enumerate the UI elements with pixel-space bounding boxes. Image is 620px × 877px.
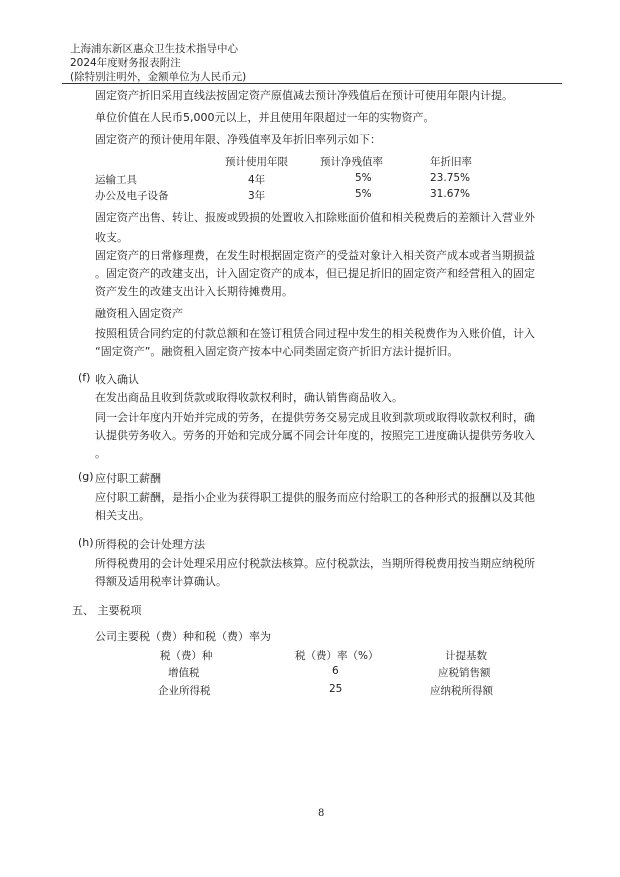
tax-section-heading: 五、 主要税项	[72, 604, 142, 617]
table-row-name: 办公及电子设备	[95, 190, 169, 202]
payroll-line-2: 相关支出。	[95, 509, 150, 522]
section-index-h: (h)	[78, 536, 94, 549]
depreciation-method: 固定资产折旧采用直线法按固定资产原值减去预计净残值后在预计可使用年限内计提。	[95, 89, 513, 102]
table-row-residual: 5%	[355, 172, 372, 184]
payroll-line-1: 应付职工薪酬，是指小企业为获得职工提供的服务而应付给职工的各种形式的报酬以及其他	[95, 491, 535, 504]
tax-row-name: 增值税	[168, 667, 200, 679]
repair-line-1: 固定资产的日常修理费，在发生时根据固定资产的受益对象计入相关资产成本或者当期损益	[95, 249, 535, 262]
document-header	[70, 42, 246, 84]
tax-header-rate: 税（费）率（%）	[295, 650, 379, 662]
tax-row-rate: 25	[329, 683, 343, 695]
tax-row-base: 应税销售额	[438, 667, 491, 679]
disposal-line-1: 固定资产出售、转让、报废或毁损的处置收入扣除账面价值和相关税费后的差额计入营业外	[95, 211, 535, 224]
org-name: 上海浦东新区惠众卫生技术指导中心	[70, 43, 238, 55]
tax-row-base: 应纳税所得额	[430, 685, 493, 697]
finance-lease-line-2: “固定资产”。融资租入固定资产按本中心同类固定资产折旧方法计提折旧。	[95, 345, 459, 358]
table-row-residual: 5%	[355, 188, 372, 200]
finance-lease-title: 融资租入固定资产	[95, 307, 183, 320]
finance-lease-line-1: 按照租赁合同约定的付款总额和在签订租赁合同过程中发生的相关税费作为入账价值，计入	[95, 327, 535, 340]
revenue-line-4: 。	[95, 447, 106, 460]
income-tax-line-2: 得额及适用税率计算确认。	[95, 575, 227, 588]
table-row-rate: 23.75%	[430, 172, 471, 184]
revenue-title: 收入确认	[95, 373, 139, 386]
table-header-years: 预计使用年限	[225, 156, 288, 168]
asset-table-intro: 固定资产的预计使用年限、净残值率及年折旧率列示如下：	[95, 133, 381, 146]
revenue-line-1: 在发出商品且收到货款或取得收款权利时，确认销售商品收入。	[95, 391, 403, 404]
tax-header-base: 计提基数	[445, 650, 487, 662]
payroll-title: 应付职工薪酬	[95, 472, 161, 485]
table-row-name: 运输工具	[95, 174, 137, 186]
report-title: 2024年度财务报表附注	[70, 57, 181, 69]
disposal-line-2: 收支。	[95, 231, 128, 244]
income-tax-line-1: 所得税费用的会计处理采用应付税款法核算。应付税款法，当期所得税费用按当期应纳税所	[95, 557, 535, 570]
section-index-g: (g)	[78, 470, 94, 483]
repair-line-2: 。固定资产的改建支出，计入固定资产的成本，但已提足折旧的固定资产和经营租入的固定	[95, 267, 535, 280]
header-divider	[62, 83, 562, 84]
tax-row-name: 企业所得税	[158, 685, 211, 697]
table-row-rate: 31.67%	[430, 188, 471, 200]
table-row-years: 4年	[248, 174, 266, 186]
table-header-residual: 预计净残值率	[320, 156, 383, 168]
table-header-rate: 年折旧率	[430, 156, 472, 168]
repair-line-3: 资产发生的改建支出计入长期待摊费用。	[95, 285, 293, 298]
income-tax-title: 所得税的会计处理方法	[95, 538, 205, 551]
currency-note: (除特别注明外，金额单位为人民币元)	[70, 71, 247, 83]
revenue-line-3: 认提供劳务收入。劳务的开始和完成分属不同会计年度的，按照完工进度确认提供劳务收入	[95, 429, 535, 442]
asset-threshold: 单位价值在人民币5,000元以上，并且使用年限超过一年的实物资产。	[95, 111, 435, 124]
tax-row-rate: 6	[332, 665, 339, 677]
tax-intro: 公司主要税（费）种和税（费）率为	[95, 630, 271, 643]
table-row-years: 3年	[248, 190, 266, 202]
section-index-f: (f)	[78, 371, 91, 384]
tax-header-type: 税（费）种	[160, 650, 213, 662]
page-number: 8	[318, 808, 325, 819]
revenue-line-2: 同一会计年度内开始并完成的劳务，在提供劳务交易完成且收到款项或取得收款权利时，确	[95, 411, 535, 424]
